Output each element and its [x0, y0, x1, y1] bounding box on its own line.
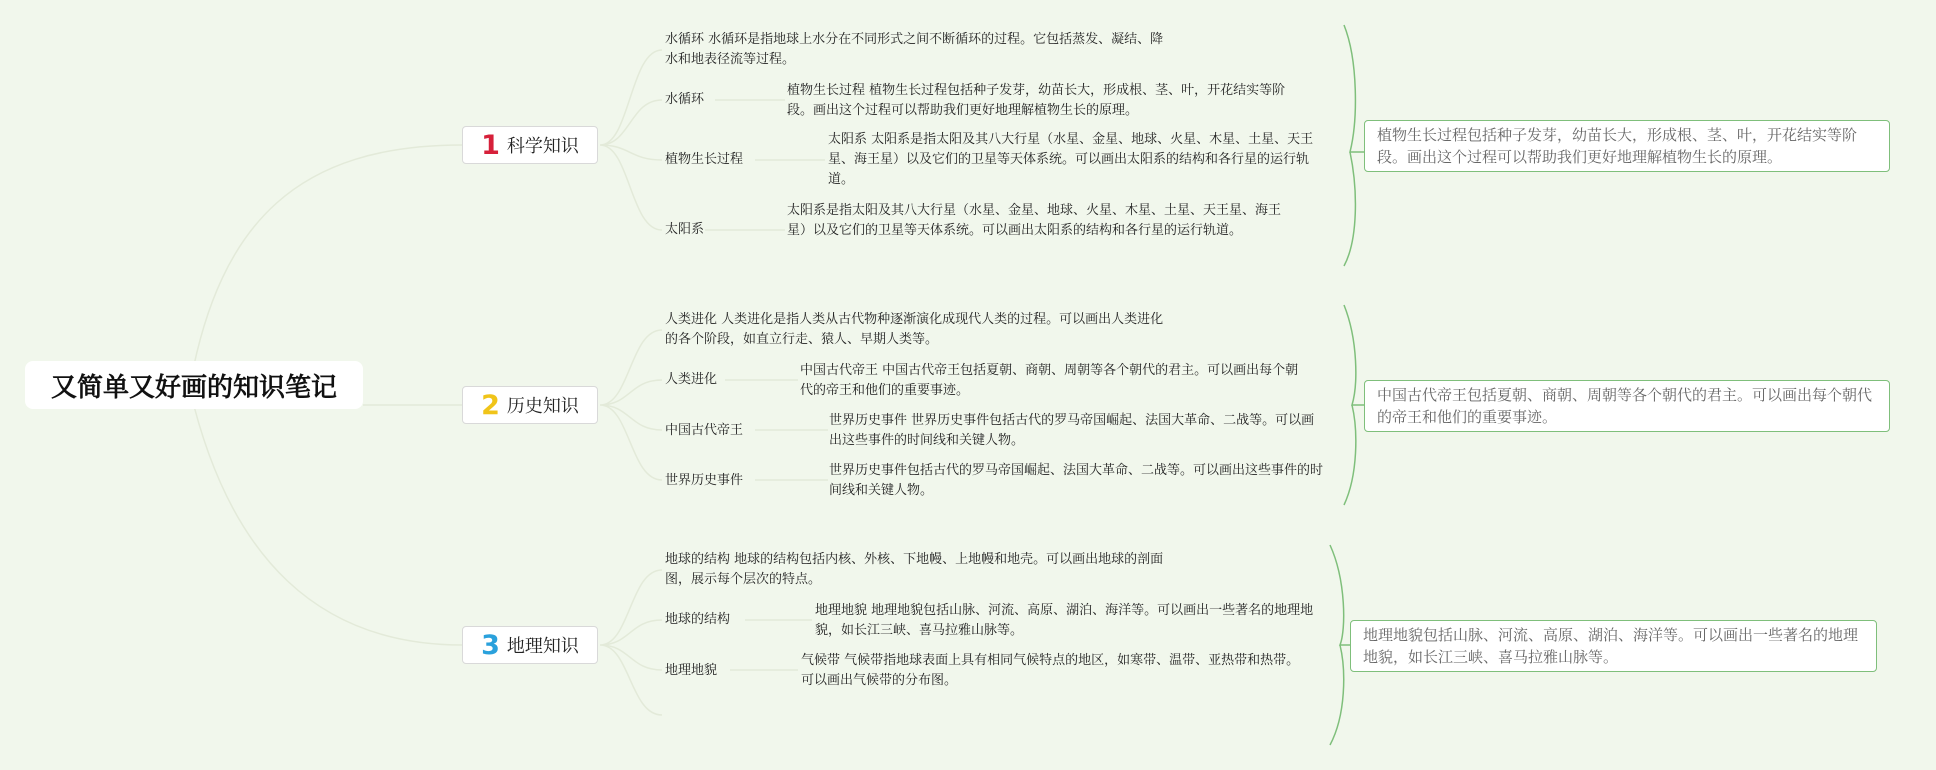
category-science[interactable]	[462, 126, 598, 164]
branch-label[interactable]: 植物生长过程	[665, 152, 744, 167]
bracket-cat2	[1344, 305, 1364, 505]
root-title: 又简单又好画的知识笔记	[50, 372, 337, 403]
branch-label[interactable]: 地球的结构	[665, 612, 731, 627]
branch-label[interactable]: 世界历史事件	[665, 473, 744, 488]
branch-text: 世界历史事件包括古代的罗马帝国崛起、法国大革命、二战等。可以画出这些事件的时间线和关键人物。	[829, 463, 1324, 498]
branch-label[interactable]: 地理地貌	[665, 663, 718, 678]
branch-text: 气候带 气候带指地球表面上具有相同气候特点的地区，如寒带、温带、亚热带和热带。可以画出气候带的分布图。	[801, 653, 1300, 688]
connector-cat1-branches	[600, 50, 662, 230]
branch-label[interactable]: 水循环	[665, 92, 705, 107]
category-number: 1	[481, 129, 500, 161]
bracket-cat3	[1330, 545, 1350, 745]
category-label: 地理知识	[506, 636, 579, 657]
summary-box[interactable]: 植物生长过程包括种子发芽，幼苗长大，形成根、茎、叶，开花结实等阶段。画出这个过程可以帮助我们更好地理解植物生长的原理。	[1364, 120, 1890, 172]
branch-text: 植物生长过程 植物生长过程包括种子发芽，幼苗长大，形成根、茎、叶，开花结实等阶段。画出这个过程可以帮助我们更好地理解植物生长的原理。	[787, 83, 1286, 118]
connector-root-cat3	[190, 390, 462, 645]
category-geography[interactable]	[462, 626, 598, 664]
intro-text: 地球的结构 地球的结构包括内核、外核、下地幔、上地幔和地壳。可以画出地球的剖面图，展示每个层次的特点。	[665, 552, 1164, 587]
branch-text: 世界历史事件 世界历史事件包括古代的罗马帝国崛起、法国大革命、二战等。可以画出这些事件的时间线和关键人物。	[829, 413, 1315, 448]
branch-label[interactable]: 太阳系	[665, 222, 705, 237]
connector-cat3-branches	[600, 570, 662, 715]
category-history[interactable]	[462, 386, 598, 424]
category-number: 2	[481, 389, 500, 421]
intro-text: 人类进化 人类进化是指人类从古代物种逐渐演化成现代人类的过程。可以画出人类进化的各个阶段，如直立行走、猿人、早期人类等。	[665, 312, 1164, 347]
bracket-cat1	[1344, 25, 1364, 266]
branch-text: 太阳系 太阳系是指太阳及其八大行星（水星、金星、地球、火星、木星、土星、天王星、海王星）以及它们的卫星等天体系统。可以画出太阳系的结构和各行星的运行轨道。	[828, 132, 1314, 187]
intro-text: 水循环 水循环是指地球上水分在不同形式之间不断循环的过程。它包括蒸发、凝结、降水和地表径流等过程。	[665, 32, 1164, 67]
summary-box[interactable]: 中国古代帝王包括夏朝、商朝、周朝等各个朝代的君主。可以画出每个朝代的帝王和他们的重要事迹。	[1364, 380, 1890, 432]
summary-box[interactable]: 地理地貌包括山脉、河流、高原、湖泊、海洋等。可以画出一些著名的地理地貌，如长江三峡、喜马拉雅山脉等。	[1350, 620, 1877, 672]
branch-text: 太阳系是指太阳及其八大行星（水星、金星、地球、火星、木星、土星、天王星、海王星）以及它们的卫星等天体系统。可以画出太阳系的结构和各行星的运行轨道。	[787, 203, 1282, 238]
category-number: 3	[481, 629, 500, 661]
branch-text: 中国古代帝王 中国古代帝王包括夏朝、商朝、周朝等各个朝代的君主。可以画出每个朝代的帝王和他们的重要事迹。	[800, 363, 1299, 398]
branch-text: 地理地貌 地理地貌包括山脉、河流、高原、湖泊、海洋等。可以画出一些著名的地理地貌，如长江三峡、喜马拉雅山脉等。	[815, 603, 1314, 638]
connector-cat3-leaves	[730, 620, 812, 670]
branch-label[interactable]: 人类进化	[665, 372, 718, 387]
connector-root-cat1	[190, 145, 462, 385]
branch-label[interactable]: 中国古代帝王	[665, 423, 744, 438]
category-label: 历史知识	[506, 396, 579, 417]
root-topic[interactable]	[25, 361, 363, 409]
connector-cat2-branches	[600, 330, 662, 480]
category-label: 科学知识	[506, 136, 579, 157]
